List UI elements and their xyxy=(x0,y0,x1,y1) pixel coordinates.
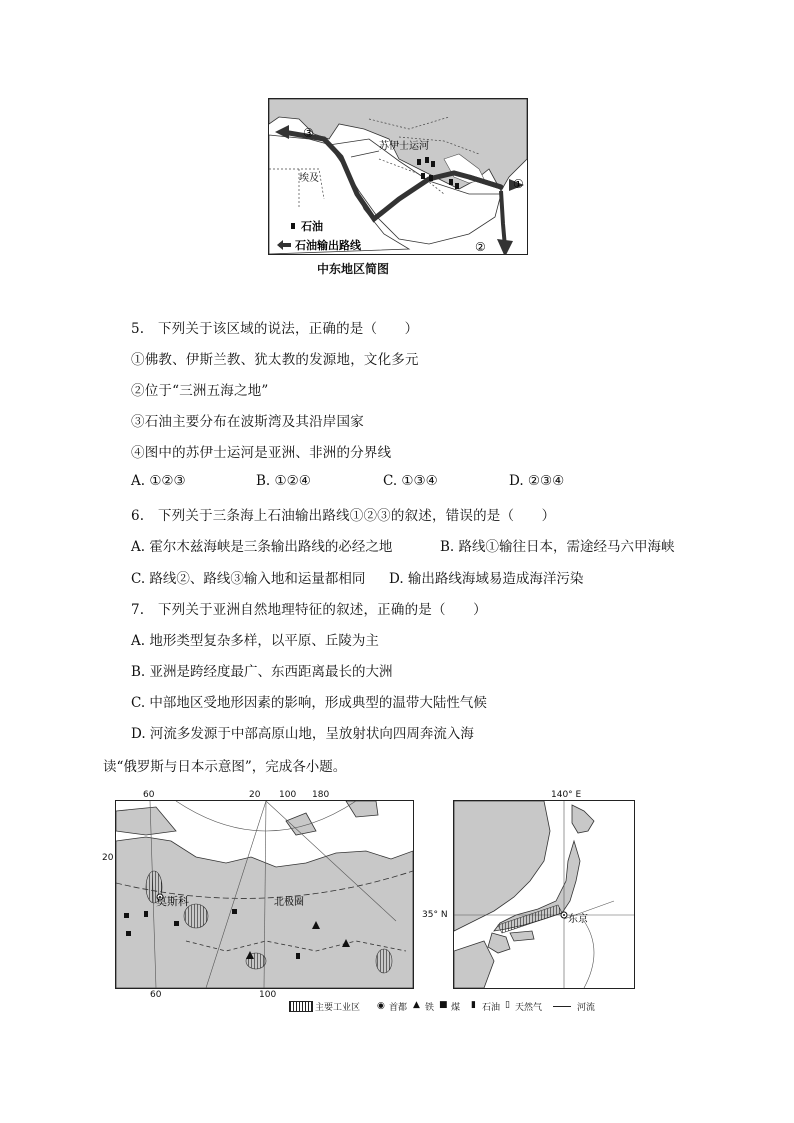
lat-35-label: 35° N xyxy=(422,910,448,920)
lon-100-bottom-label: 100 xyxy=(259,990,277,1000)
route-1-label: ① xyxy=(513,177,524,191)
lat-20-label: 20 xyxy=(102,853,114,863)
lon-180-label: 180 xyxy=(312,790,330,800)
lon-60-bottom-label: 60 xyxy=(150,990,162,1000)
river-legend-icon xyxy=(553,1006,571,1007)
question-5-statement-2: ②位于“三洲五海之地” xyxy=(131,383,269,399)
oil-legend-icon xyxy=(291,223,295,229)
route-2-arrow xyxy=(497,239,513,254)
intro-text: 读“俄罗斯与日本示意图”，完成各小题。 xyxy=(103,759,347,775)
russia-map-drawing xyxy=(116,801,413,988)
question-6-option-a: A. 霍尔木兹海峡是三条输出路线的必经之地 xyxy=(131,539,393,555)
legend-coal: 煤 xyxy=(451,1003,461,1013)
question-7-option-c: C. 中部地区受地形因素的影响，形成典型的温带大陆性气候 xyxy=(131,695,487,711)
legend-gas: 天然气 xyxy=(515,1003,543,1013)
gas-legend-icon: ▯ xyxy=(505,1000,510,1010)
question-5-option-d: D. ②③④ xyxy=(509,473,565,489)
question-6-stem: 6. 下列关于三条海上石油输出路线①②③的叙述，错误的是（ ） xyxy=(131,508,556,524)
legend-capital: 首都 xyxy=(389,1003,408,1013)
question-7-stem: 7. 下列关于亚洲自然地理特征的叙述，正确的是（ ） xyxy=(131,602,487,618)
japan-map xyxy=(453,800,635,989)
lon-100-top-label: 100 xyxy=(279,790,297,800)
question-7-option-a: A. 地形类型复杂多样，以平原、丘陵为主 xyxy=(131,633,379,649)
question-5-option-b: B. ①②④ xyxy=(256,473,311,489)
legend-river: 河流 xyxy=(577,1003,596,1013)
arctic-circle-label: 北极圈 xyxy=(274,897,304,908)
middle-east-map xyxy=(268,98,528,255)
question-6-option-b: B. 路线①输往日本，需途经马六甲海峡 xyxy=(440,539,675,555)
question-5-statement-4: ④图中的苏伊士运河是亚洲、非洲的分界线 xyxy=(131,445,392,461)
legend-route-label: 石油输出路线 xyxy=(295,239,361,252)
iron-legend-icon: ▲ xyxy=(413,1000,420,1010)
question-5-stem: 5. 下列关于该区域的说法，正确的是（ ） xyxy=(131,321,419,337)
question-5-statement-1: ①佛教、伊斯兰教、犹太教的发源地，文化多元 xyxy=(131,352,419,368)
industrial-legend-icon xyxy=(289,1001,313,1012)
coal-legend-icon: ■ xyxy=(439,1000,448,1010)
question-5-option-a: A. ①②③ xyxy=(131,473,186,489)
question-7-option-d: D. 河流多发源于中部高原山地，呈放射状向四周奔流入海 xyxy=(131,726,474,742)
legend-oil-label: 石油 xyxy=(301,220,323,233)
middle-east-map-drawing xyxy=(269,99,527,254)
oil-legend-icon-2: ▮ xyxy=(471,1000,476,1010)
question-5-statement-3: ③石油主要分布在波斯湾及其沿岸国家 xyxy=(131,414,364,430)
tokyo-label: 东京 xyxy=(568,914,588,925)
lon-20-label: 20 xyxy=(249,790,261,800)
map-legend xyxy=(289,1000,619,1014)
route-3-label: ③ xyxy=(303,126,314,140)
middle-east-map-caption: 中东地区简图 xyxy=(317,262,390,276)
lon-140-label: 140° E xyxy=(551,790,582,800)
egypt-label: 埃及 xyxy=(299,173,319,184)
legend-industrial: 主要工业区 xyxy=(315,1003,361,1013)
question-6-option-c: C. 路线②、路线③输入地和运量都相同 xyxy=(131,571,366,587)
moscow-label: 莫斯科 xyxy=(156,895,189,908)
question-6-option-d: D. 输出路线海域易造成海洋污染 xyxy=(389,571,584,587)
question-7-option-b: B. 亚洲是跨经度最广、东西距离最长的大洲 xyxy=(131,664,393,680)
suez-canal-label: 苏伊士运河 xyxy=(379,141,429,152)
legend-oil: 石油 xyxy=(482,1003,501,1013)
route-2-label: ② xyxy=(475,240,486,254)
japan-map-drawing xyxy=(454,801,634,988)
question-5-option-c: C. ①③④ xyxy=(383,473,438,489)
capital-legend-icon: ◉ xyxy=(377,1001,385,1011)
legend-iron: 铁 xyxy=(425,1003,435,1013)
lon-60-top-label: 60 xyxy=(143,790,155,800)
russia-map xyxy=(115,800,414,989)
